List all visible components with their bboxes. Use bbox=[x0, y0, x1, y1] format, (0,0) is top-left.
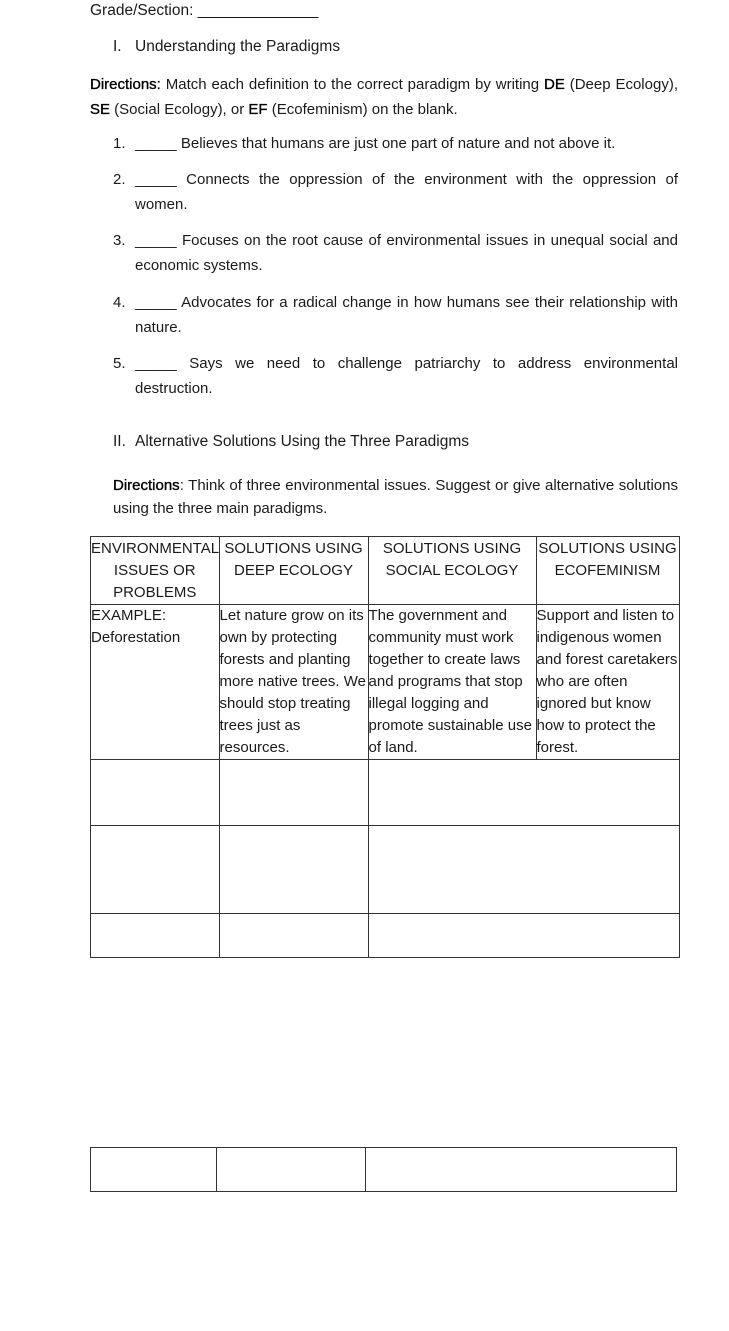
list-item: 5. _____ Says we need to challenge patriarchy to address environmental destruction. bbox=[113, 355, 678, 397]
table-row bbox=[91, 914, 680, 958]
header-ecofeminism: SOLUTIONS USING ECOFEMINISM bbox=[536, 537, 679, 605]
answer-cell[interactable] bbox=[219, 914, 368, 958]
de-abbrev: DE bbox=[544, 76, 565, 93]
section-1-heading bbox=[113, 38, 340, 56]
example-social-ecology: The government and community must work together to create laws and programs that stop illegal logging and promote sustainable use of land. bbox=[368, 605, 536, 760]
grade-section-line: Grade/Section: ______________ bbox=[90, 2, 319, 19]
table-header-row bbox=[91, 537, 680, 605]
section-2-title: Alternative Solutions Using the Three Paradigms bbox=[135, 433, 469, 450]
section-2-numeral: II. bbox=[113, 433, 126, 450]
example-deep-ecology: Let nature grow on its own by protecting forests and planting more native trees. We should stop treating trees just as resources. bbox=[219, 605, 368, 760]
answer-cell[interactable] bbox=[219, 760, 368, 826]
example-label: EXAMPLE: bbox=[91, 607, 167, 624]
answer-cell[interactable] bbox=[219, 826, 368, 914]
table-row bbox=[91, 826, 680, 914]
table-row bbox=[91, 605, 680, 760]
section-1-numeral: I. bbox=[113, 38, 122, 55]
solutions-table-continued bbox=[90, 1147, 677, 1192]
list-item: 4. _____ Advocates for a radical change in how humans see their relationship with nature. bbox=[113, 294, 678, 336]
section-2-heading bbox=[113, 433, 469, 451]
directions-label: Directions: bbox=[90, 76, 161, 93]
directions-label: Directions bbox=[113, 477, 180, 494]
list-item: 3. _____ Focuses on the root cause of environmental issues in unequal social and economic systems. bbox=[113, 232, 678, 274]
example-issue: Deforestation bbox=[91, 629, 181, 646]
solutions-table bbox=[90, 536, 680, 958]
example-ecofeminism: Support and listen to indigenous women and forest caretakers who are often ignored but know how to protect the forest. bbox=[536, 605, 679, 760]
answer-cell[interactable] bbox=[368, 760, 679, 826]
section-1-directions: Directions: Match each definition to the correct paradigm by writing DE (Deep Ecology), SE (Social Ecology), or EF (Ecofeminism) on the blank. bbox=[90, 76, 678, 118]
answer-cell[interactable] bbox=[91, 1148, 217, 1192]
header-deep-ecology: SOLUTIONS USING DEEP ECOLOGY bbox=[219, 537, 368, 605]
list-item: 2. _____ Connects the oppression of the environment with the oppression of women. bbox=[113, 171, 678, 213]
answer-cell[interactable] bbox=[366, 1148, 677, 1192]
example-issue-cell bbox=[91, 605, 220, 760]
answer-cell[interactable] bbox=[91, 760, 220, 826]
answer-cell[interactable] bbox=[91, 826, 220, 914]
se-abbrev: SE bbox=[90, 101, 111, 118]
answer-cell[interactable] bbox=[368, 826, 679, 914]
ef-abbrev: EF bbox=[248, 101, 268, 118]
list-item: 1. _____ Believes that humans are just one part of nature and not above it. bbox=[113, 135, 616, 152]
table-row bbox=[91, 1148, 677, 1192]
table-row bbox=[91, 760, 680, 826]
section-1-title: Understanding the Paradigms bbox=[135, 38, 341, 55]
section-2-directions: Directions: Think of three environmental issues. Suggest or give alternative solutions using the three main paradigms. bbox=[113, 477, 678, 517]
answer-cell[interactable] bbox=[368, 914, 679, 958]
header-issues: ENVIRONMENTAL ISSUES OR PROBLEMS bbox=[91, 537, 220, 605]
answer-cell[interactable] bbox=[91, 914, 220, 958]
header-social-ecology: SOLUTIONS USING SOCIAL ECOLOGY bbox=[368, 537, 536, 605]
answer-cell[interactable] bbox=[217, 1148, 366, 1192]
